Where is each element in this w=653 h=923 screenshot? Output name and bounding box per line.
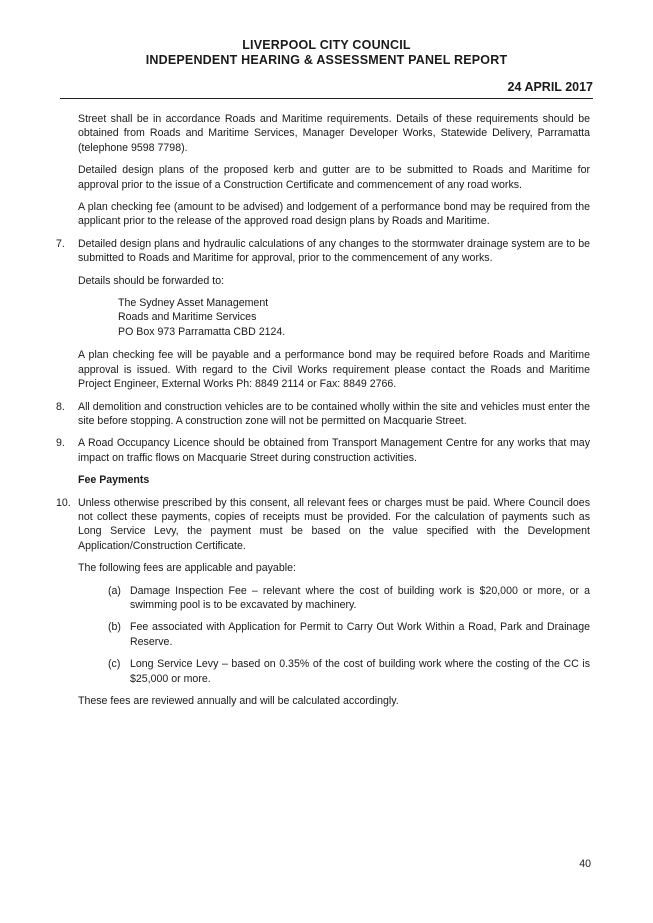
address-block xyxy=(56,296,590,339)
item-text: All demolition and construction vehicles are to be contained wholly within the site and vehicles must enter the site before stopping. A construction zone will not be permitted on Macquarie Street. xyxy=(78,400,590,427)
item-text: A Road Occupancy Licence should be obtained from Transport Management Centre for any works that may impact on traffic flows on Macquarie Street during construction activities. xyxy=(78,437,590,464)
item-text: Detailed design plans and hydraulic calculations of any changes to the stormwater drainage system are to be submitted to Roads and Maritime for approval, prior to the commencement of any works. xyxy=(78,237,590,265)
paragraph-plan-checking-fee: A plan checking fee (amount to be advised) and lodgement of a performance bond may be required from the applicant prior to the release of the approved road design plans by Roads and Maritime. xyxy=(78,201,590,228)
page-header xyxy=(60,38,593,99)
paragraph-rms-requirements: Street shall be in accordance Roads and Maritime requirements. Details of these requirements should be obtained from Roads and Maritime Services, Manager Developer Works, Statewide Delivery, Parramatta (telephone 9598 7798). xyxy=(78,113,590,154)
address-line-1: The Sydney Asset Management xyxy=(118,297,269,310)
item-number: 9. xyxy=(56,437,65,450)
fee-item-a xyxy=(56,584,590,613)
address-line-3: PO Box 973 Parramatta CBD 2124. xyxy=(118,325,286,338)
section-heading-fee-payments: Fee Payments xyxy=(78,474,150,487)
item-number: 10. xyxy=(56,496,71,509)
paragraph-civil-works-contact: A plan checking fee will be payable and a performance bond may be required before Roads and Maritime approval is issued. With regard to the Civil Works requirement please contact the Roads and Maritime Project Engineer, External Works Ph: 8849 2114 or Fax: 8849 2766. xyxy=(78,349,590,391)
fee-text: Damage Inspection Fee – relevant where the cost of building work is $20,000 or more, or a swimming pool is to be excavated by machinery. xyxy=(130,584,590,611)
report-date: 24 APRIL 2017 xyxy=(507,80,593,94)
paragraph-fees-applicable: The following fees are applicable and payable: xyxy=(78,562,296,575)
paragraph-kerb-gutter: Detailed design plans of the proposed kerb and gutter are to be submitted to Roads and Maritime for approval prior to the issue of a Construction Certificate and commencement of any road works. xyxy=(78,164,590,191)
item-number: 7. xyxy=(56,237,65,250)
report-title: INDEPENDENT HEARING & ASSESSMENT PANEL REPORT xyxy=(145,53,508,67)
fee-text: Long Service Levy – based on 0.35% of the cost of building work where the costing of the CC is $25,000 or more. xyxy=(130,658,590,685)
fee-label: (b) xyxy=(108,621,121,634)
condition-item-9 xyxy=(56,436,590,465)
paragraph-fees-reviewed: These fees are reviewed annually and will be calculated accordingly. xyxy=(78,695,399,707)
fee-label: (a) xyxy=(108,584,121,597)
condition-item-7 xyxy=(56,237,590,266)
fee-text: Fee associated with Application for Permit to Carry Out Work Within a Road, Park and Drainage Reserve. xyxy=(130,621,590,648)
council-name: LIVERPOOL CITY COUNCIL xyxy=(242,38,411,52)
document-body xyxy=(56,112,590,716)
address-line-2: Roads and Maritime Services xyxy=(118,311,257,324)
fee-item-b xyxy=(56,620,590,649)
header-divider xyxy=(60,98,593,99)
condition-item-8 xyxy=(56,400,590,429)
fee-item-c xyxy=(56,657,590,686)
paragraph-forward-details: Details should be forwarded to: xyxy=(78,274,225,287)
page-number: 40 xyxy=(579,858,591,870)
item-text: Unless otherwise prescribed by this consent, all relevant fees or charges must be paid. Where Council does not collect these payments, copies of receipts must be provided. For the calculation of payments such as Long Service Levy, the payment must be based on the value specified with the Development Application/Construction Certificate. xyxy=(78,496,590,552)
fee-label: (c) xyxy=(108,658,121,671)
condition-item-10 xyxy=(56,496,590,554)
item-number: 8. xyxy=(56,400,65,413)
